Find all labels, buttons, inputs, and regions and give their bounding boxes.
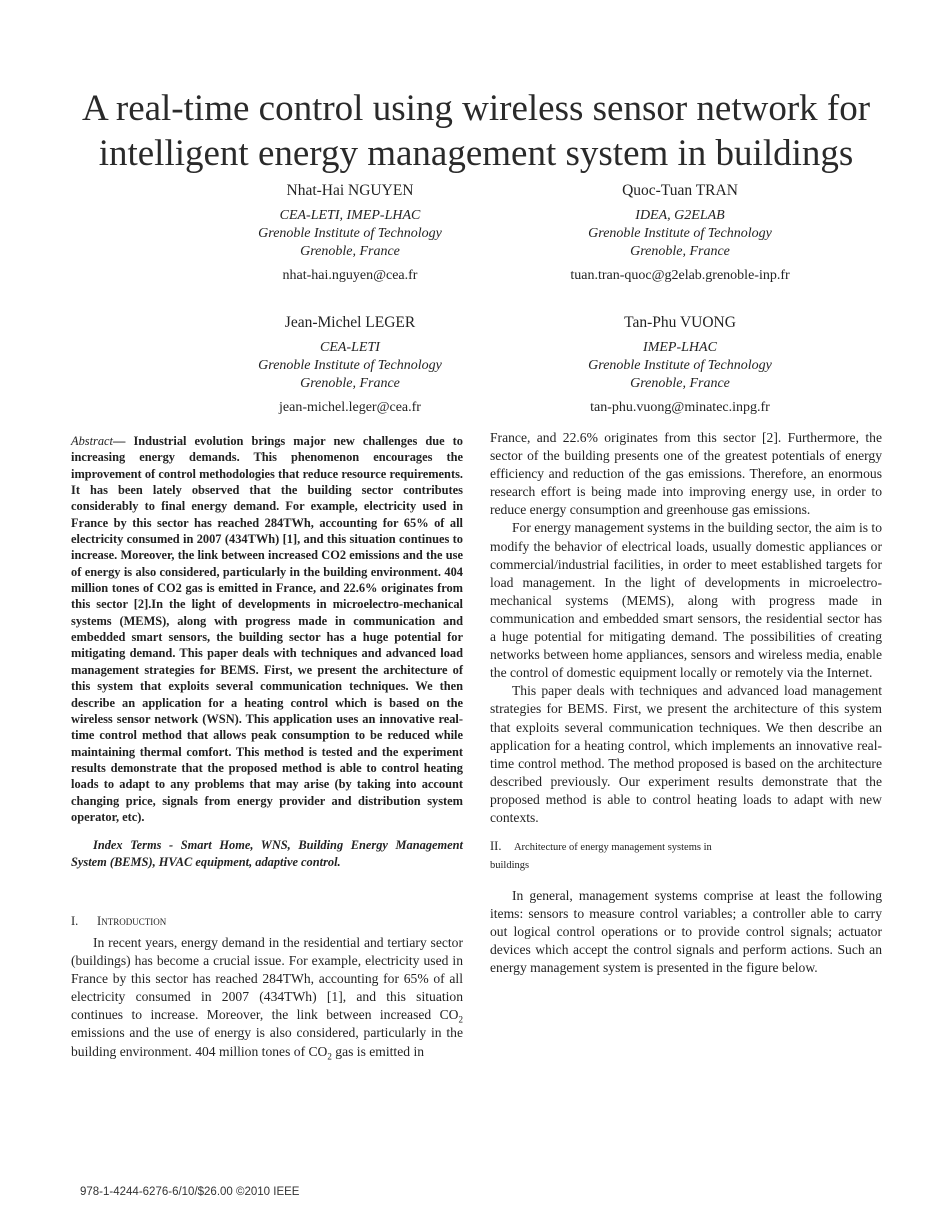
author-institution: Grenoble Institute of Technology [258, 358, 442, 373]
author-email: tan-phu.vuong@minatec.inpg.fr [590, 400, 770, 415]
author-location: Grenoble, France [630, 376, 730, 391]
copyright-footer: 978-1-4244-6276-6/10/$26.00 ©2010 IEEE [80, 1186, 300, 1198]
abstract [71, 433, 463, 825]
section-heading-2-cont: buildings [490, 860, 530, 872]
section-heading-1: I. Introduction [71, 913, 167, 928]
author-email: nhat-hai.nguyen@cea.fr [282, 268, 418, 283]
right-column [490, 429, 882, 978]
author-affiliation: IDEA, G2ELAB [635, 208, 725, 223]
body-paragraph: France, and 22.6% originates from this sector [2]. Furthermore, the sector of the building presents one of the greatest potentials of energy efficiency and reduction of the gas emissions. Therefore, an enormous research effort is being made into improving energy use, in order to reduce energy consumption and greenhouse gas emissions. [490, 430, 882, 518]
author-affiliation: IMEP-LHAC [643, 340, 717, 355]
author-email: tuan.tran-quoc@g2elab.grenoble-inp.fr [570, 268, 790, 283]
section-heading-2: II. Architecture of energy management systems in [490, 839, 712, 854]
paper-title: A real-time control using wireless sensor network for intelligent energy management system in buildings [81, 88, 871, 174]
body-paragraph: This paper deals with techniques and advanced load management strategies for BEMS. First, we present the architecture of this system that exploits several communication techniques. We then describe an application for a heating control, which implements an innovative real-time control method. The method proposed is based on the architecture described previously. Our experiment results demonstrate that the proposed method is able to control heating loads to adapt with new contexts. [490, 683, 882, 825]
author-name: Nhat-Hai NGUYEN [286, 182, 414, 199]
author-name: Jean-Michel LEGER [284, 314, 416, 331]
left-column [71, 433, 463, 1061]
body-paragraph: In general, management systems comprise at least the following items: sensors to measure control variables; a controller able to carry out logical control operations or to provide control signals; actuator devices which accept the control signals and perform actions. Such an energy management system is presented in the figure below. [490, 888, 882, 976]
author-institution: Grenoble Institute of Technology [258, 226, 442, 241]
author-block-3 [160, 313, 540, 417]
abstract-dash: — [113, 434, 134, 448]
abstract-text: Industrial evolution brings major new challenges due to increasing energy demands. This phenomenon encourages the improvement of control methodologies that reduce resource requirements. It has been lately observed that the building sector contributes considerably to final energy demand. For example, electricity used in France by this sector has reached 284TWh, accounting for 65% of all electricity consumed in 2007 (434TWh) [1], and this situation continues to increase. Moreover, the link between increased CO2 emissions and the use of energy is also considered, particularly in the building environment. 404 million tones of CO2 gas is emitted in France, and 22.6% originates from this sector [2].In the light of developments in microelectro-mechanical systems (MEMS), along with progress made in communication and embedded smart sensors, the building sector has a huge potential for mitigating demand. This paper deals with techniques and advanced load management strategies for BEMS. First, we present the architecture of this system that exploits several communication techniques. We then describe an application for a heating control which is based on the wireless sensor network (WSN). This application uses an innovative real-time control method that allows peak consumption to be reduced while maintaining thermal comfort. This method is tested and the experiment results demonstrate that the proposed method is able to control heating loads to adapt to any problems that may arise (by taking into account changing price, signals from energy provider and distribution system operator, etc). [71, 434, 463, 824]
author-block-4 [490, 313, 870, 417]
author-block-2 [490, 181, 870, 285]
author-location: Grenoble, France [300, 376, 400, 391]
author-name: Quoc-Tuan TRAN [622, 182, 738, 199]
index-terms: Index Terms - Smart Home, WNS, Building Energy Management System (BEMS), HVAC equipment, adaptive control. [71, 838, 463, 869]
author-location: Grenoble, France [630, 244, 730, 259]
author-affiliation: CEA-LETI [320, 340, 380, 355]
author-block-1 [160, 181, 540, 285]
author-name: Tan-Phu VUONG [624, 314, 736, 331]
abstract-label: Abstract [71, 434, 113, 448]
body-paragraph: For energy management systems in the building sector, the aim is to modify the behavior of electrical loads, usually domestic appliances or commercial/industrial facilities, in order to meet established targets for load management. In the light of developments in microelectro-mechanical systems (MEMS), along with progress made in communication and embedded smart sensors, the residential sector has a huge potential for mitigating demand. The possibilities of creating networks between home appliances, sensors and wireless media, enable the control of domestic equipment locally or remotely via the Internet. [490, 520, 882, 681]
intro-paragraph: In recent years, energy demand in the residential and tertiary sector (buildings) has become a crucial issue. For example, electricity used in France by this sector has reached 284TWh, accounting for 65% of all electricity consumed in 2007 (434TWh) [1], and this situation continues to increase. Moreover, the link between increased $CO_2$ emissions and the use of energy is also considered, particularly in the building environment. 404 million tones of $CO_2$ gas is emitted in [71, 934, 463, 1062]
author-email: jean-michel.leger@cea.fr [279, 400, 421, 415]
author-institution: Grenoble Institute of Technology [588, 226, 772, 241]
author-affiliation: CEA-LETI, IMEP-LHAC [279, 208, 421, 223]
author-institution: Grenoble Institute of Technology [588, 358, 772, 373]
author-location: Grenoble, France [300, 244, 400, 259]
